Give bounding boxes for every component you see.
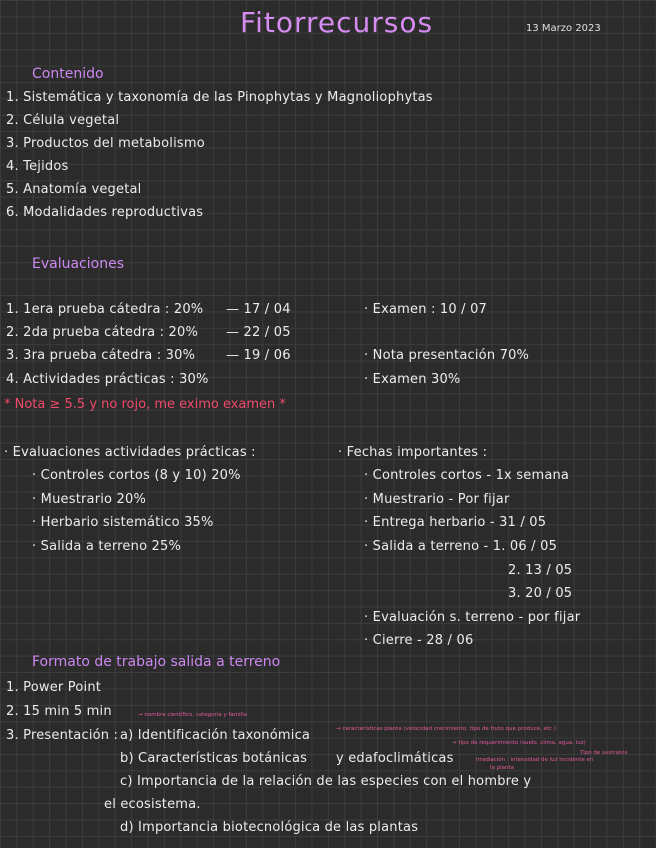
evaluacion-date: — 17 / 04	[226, 302, 291, 317]
practicas-item: · Salida a terreno 25%	[32, 539, 182, 554]
formato-item: 2. 15 min 5 min	[6, 704, 112, 719]
formato-sub-b: b) Características botánicas	[120, 751, 308, 766]
practicas-item: · Controles cortos (8 y 10) 20%	[32, 468, 241, 483]
formato-sub-a: a) Identificación taxonómica	[120, 728, 311, 743]
formato-sub-d: d) Importancia biotecnológica de las plantas	[120, 820, 419, 835]
formato-sub-c: c) Importancia de la relación de las especies con el hombre y	[120, 774, 532, 789]
evaluacion-date: — 19 / 06	[226, 348, 291, 363]
formato-item: 1. Power Point	[6, 680, 102, 695]
salida-date: 3. 20 / 05	[508, 586, 573, 601]
fechas-item: · Evaluación s. terreno - por fijar	[364, 610, 581, 625]
fechas-item: · Entrega herbario - 31 / 05	[364, 515, 547, 530]
note-b2: → tipo de requerimiento (suelo, clima, agua, luz)	[452, 740, 586, 746]
formato-sub-c-cont: el ecosistema.	[104, 797, 201, 812]
examen-date: · Examen : 10 / 07	[364, 302, 488, 317]
evaluacion-item: 2. 2da prueba cátedra : 20%	[6, 325, 199, 340]
contenido-heading: Contenido	[32, 66, 104, 82]
contenido-item: 4. Tejidos	[6, 159, 69, 174]
evaluacion-item: 3. 3ra prueba cátedra : 30%	[6, 348, 196, 363]
examen-weight: · Examen 30%	[364, 372, 461, 387]
note-b5: la planta	[490, 765, 515, 771]
note-a: → nombre científico, categoría y familia	[138, 712, 248, 718]
practicas-item: · Muestrario 20%	[32, 492, 147, 507]
contenido-item: 3. Productos del metabolismo	[6, 136, 205, 151]
fechas-item: · Cierre - 28 / 06	[364, 633, 474, 648]
contenido-item: 6. Modalidades reproductivas	[6, 205, 204, 220]
note-b4: irradiación : intensidad de luz incidente en	[476, 757, 594, 763]
contenido-item: 1. Sistemática y taxonomía de las Pinophytas y Magnoliophytas	[6, 90, 433, 105]
contenido-item: 5. Anatomía vegetal	[6, 182, 142, 197]
fechas-heading: · Fechas importantes :	[338, 445, 488, 460]
note-b3: Tipo de sustratos	[580, 750, 628, 756]
page-title: Fitorrecursos	[240, 6, 434, 39]
salida-date: 2. 13 / 05	[508, 563, 573, 578]
fechas-item: · Controles cortos - 1x semana	[364, 468, 570, 483]
note-b1: → características planta (velocidad crecimiento, tipo de fruto que produce, etc.)	[336, 726, 556, 732]
nota-presentacion: · Nota presentación 70%	[364, 348, 530, 363]
practicas-heading: · Evaluaciones actividades prácticas :	[4, 445, 256, 460]
formato-sub-b-cont: y edafoclimáticas	[336, 751, 454, 766]
date-label: 13 Marzo 2023	[526, 23, 601, 34]
fechas-item: · Muestrario - Por fijar	[364, 492, 510, 507]
evaluacion-item: 4. Actividades prácticas : 30%	[6, 372, 209, 387]
evaluacion-item: 1. 1era prueba cátedra : 20%	[6, 302, 204, 317]
contenido-item: 2. Célula vegetal	[6, 113, 120, 128]
formato-item: 3. Presentación :	[6, 728, 119, 743]
evaluacion-date: — 22 / 05	[226, 325, 291, 340]
formato-heading: Formato de trabajo salida a terreno	[32, 654, 281, 670]
eximicion-note: * Nota ≥ 5.5 y no rojo, me eximo examen *	[4, 397, 286, 412]
fechas-item: · Salida a terreno - 1. 06 / 05	[364, 539, 558, 554]
evaluaciones-heading: Evaluaciones	[32, 256, 124, 272]
practicas-item: · Herbario sistemático 35%	[32, 515, 214, 530]
